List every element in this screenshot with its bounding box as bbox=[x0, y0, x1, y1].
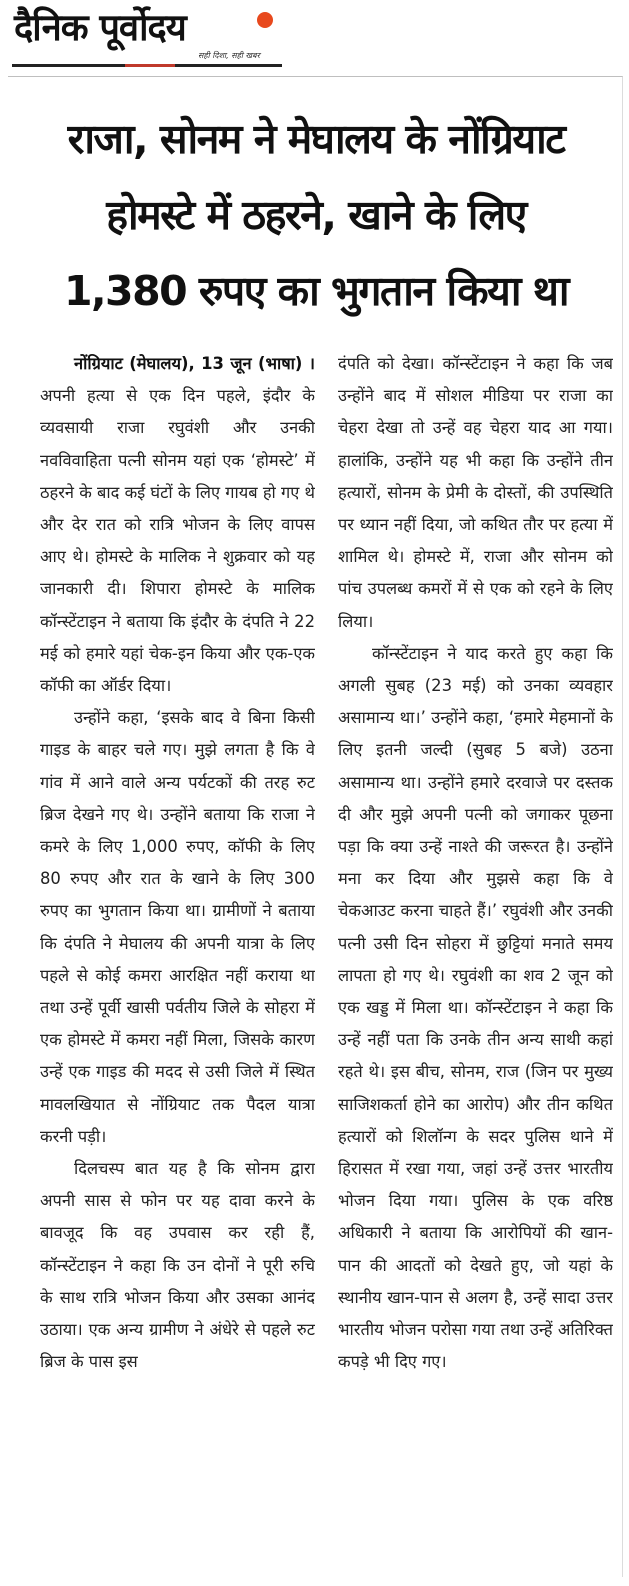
article-paragraph: उन्होंने कहा, ‘इसके बाद वे बिना किसी गाइड के बाहर चले गए। मुझे लगता है कि वे गांव में आने वाले अन्य पर्यटकों की तरह रुट ब्रिज देखने गए थे। उन्होंने बताया कि राजा ने कमरे के लिए 1,000 रुपए, कॉफी के लिए 80 रुपए और रात के खाने के लिए 300 रुपए का भुगतान किया था। ग्रामीणों ने बताया कि दंपति ने मेघालय की अपनी यात्रा के लिए पहले से कोई कमरा आरक्षित नहीं कराया था तथा उन्हें पूर्वी खासी पर्वतीय जिले के सोहरा में एक होमस्टे में कमरा नहीं मिला, जिसके कारण उन्हें एक गाइड की मदद से उसी जिले में स्थित मावलखियात से नोंग्रियाट तक पैदल यात्रा करनी पड़ी। bbox=[40, 708, 315, 1146]
logo-tagline: सही दिशा, सही खबर bbox=[198, 51, 260, 60]
article-headline bbox=[16, 101, 616, 329]
paragraph-text: अपनी हत्या से एक दिन पहले, इंदौर के व्यवसायी राजा रघुवंशी और उनकी नवविवाहिता पत्नी सोनम यहां एक ‘होमस्टे’ में ठहरने के बाद कई घंटों के लिए गायब हो गए थे और देर रात को रात्रि भोजन के लिए वापस आए थे। होमस्टे के मालिक ने शुक्रवार को यह जानकारी दी। शिपारा होमस्टे के मालिक कॉन्स्टेंटाइन ने बताया कि इंदौर के दंपति ने 22 मई को हमारे यहां चेक-इन किया और एक-एक कॉफी का ऑर्डर दिया। bbox=[40, 386, 315, 696]
article-column-right bbox=[338, 348, 613, 1573]
masthead bbox=[0, 0, 629, 72]
newspaper-logo: दैनिक पूर्वोदय bbox=[14, 6, 186, 49]
article-paragraph: दिलचस्प बात यह है कि सोनम द्वारा अपनी सास से फोन पर यह दावा करने के बावजूद कि वह उपवास कर रही हैं, कॉन्स्टेंटाइन ने कहा कि उन दोनों ने पूरी रुचि के साथ रात्रि भोजन किया और उसका आनंद उठाया। एक अन्य ग्रामीण ने अंधेरे से पहले रुट ब्रिज के पास इस bbox=[40, 1159, 315, 1372]
headline-line-2: होमस्टे में ठहरने, खाने के लिए bbox=[106, 191, 526, 239]
news-article bbox=[8, 76, 623, 1577]
headline-line-1: राजा, सोनम ने मेघालय के नोंग्रियाट bbox=[67, 115, 565, 163]
article-paragraph: कॉन्स्टेंटाइन ने याद करते हुए कहा कि अगली सुबह (23 मई) को उनका व्यवहार असामान्य था।’ उन्होंने कहा, ‘हमारे मेहमानों के लिए इतनी जल्दी (सुबह 5 बजे) उठना असामान्य था। उन्होंने हमारे दरवाजे पर दस्तक दी और मुझे अपनी पत्नी को जगाकर पूछना पड़ा कि क्या उन्हें नाश्ते की जरूरत है। उन्होंने मना कर दिया और मुझसे कहा कि वे चेकआउट करना चाहते हैं।’ रघुवंशी और उनकी पत्नी उसी दिन सोहरा में छुट्टियां मनाते समय लापता हो गए थे। रघुवंशी का शव 2 जून को एक खड्ड में मिला था। कॉन्स्टेंटाइन ने कहा कि उन्हें नहीं पता कि उनके तीन अन्य साथी कहां रहते थे। इस बीच, सोनम, राज (जिन पर मुख्य साजिशकर्ता होने का आरोप) और तीन कथित हत्यारों को शिलॉन्ग के सदर पुलिस थाने में हिरासत में रखा गया, जहां उन्हें उत्तर भारतीय भोजन दिया गया। पुलिस के एक वरिष्ठ अधिकारी ने बताया कि आरोपियों की खान-पान की आदतों को देखते हुए, जो यहां के स्थानीय खान-पान से अलग है, उन्हें सादा उत्तर भारतीय भोजन परोसा गया तथा उन्हें अतिरिक्त कपड़े भी दिए गए। bbox=[338, 643, 613, 1372]
logo-sun-icon bbox=[257, 12, 273, 28]
article-paragraph bbox=[40, 348, 315, 702]
logo-underline-accent bbox=[125, 64, 175, 67]
headline-line-3: 1,380 रुपए का भुगतान किया था bbox=[63, 267, 569, 315]
article-dateline: नोंग्रियाट (मेघालय), 13 जून (भाषा) । bbox=[74, 354, 315, 373]
article-paragraph: दंपति को देखा। कॉन्स्टेंटाइन ने कहा कि जब उन्होंने बाद में सोशल मीडिया पर राजा का चेहरा देखा तो उन्हें वह चेहरा याद आ गया। हालांकि, उन्होंने यह भी कहा कि उन्होंने तीन हत्यारों, सोनम के प्रेमी के दोस्तों, की उपस्थिति पर ध्यान नहीं दिया, जो कथित तौर पर हत्या में शामिल थे। होमस्टे में, राजा और सोनम को पांच उपलब्ध कमरों में से एक को रहने के लिए लिया। bbox=[338, 354, 613, 631]
article-column-left bbox=[40, 348, 315, 1573]
